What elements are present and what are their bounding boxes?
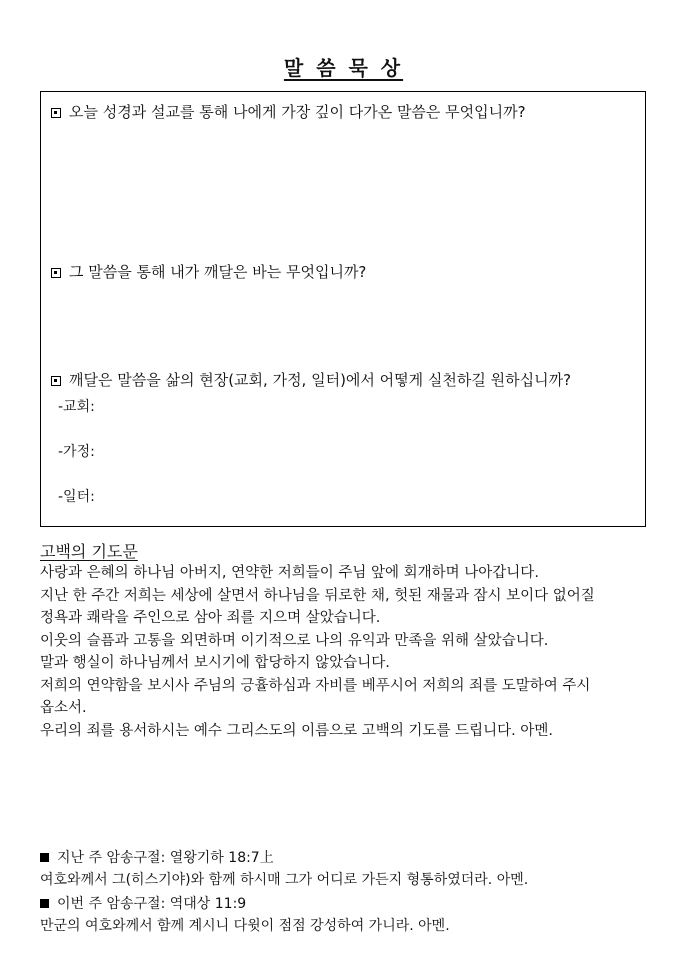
this-week-memory-verse: 만군의 여호와께서 함께 계시니 다윗이 점점 강성하여 가니라. 아멘.	[40, 918, 450, 934]
last-week-memory-verse: 여호와께서 그(히스기야)와 함께 하시매 그가 어디로 가든지 형통하였더라. 아멘.	[40, 872, 529, 888]
square-bullet-icon	[51, 108, 61, 118]
page-title: 말 씀 묵 상	[283, 56, 404, 80]
practice-church: -교회:	[58, 399, 95, 415]
prayer-line: 옵소서.	[40, 700, 87, 716]
prayer-line: 우리의 죄를 용서하시는 예수 그리스도의 이름으로 고백의 기도를 드립니다. 아멘.	[40, 722, 553, 739]
question-2	[51, 262, 366, 282]
last-week-memory-heading	[40, 848, 274, 868]
prayer-line: 이웃의 슬픔과 고통을 외면하며 이기적으로 나의 유익과 만족을 위해 살았습니다.	[40, 632, 549, 649]
prayer-line: 사랑과 은혜의 하나님 아버지, 연약한 저희들이 주님 앞에 회개하며 나아갑니다.	[40, 565, 539, 581]
question-3	[51, 370, 571, 390]
question-3-text: 깨달은 말씀을 삶의 현장(교회, 가정, 일터)에서 어떻게 실천하길 원하십니까?	[69, 371, 572, 389]
practice-home: -가정:	[58, 444, 95, 460]
practice-work: -일터:	[58, 489, 95, 505]
meditation-box	[40, 91, 646, 527]
question-2-text: 그 말씀을 통해 내가 깨달은 바는 무엇입니까?	[69, 263, 367, 281]
memory-heading-text: 지난 주 암송구절: 열왕기하 18:7上	[57, 850, 274, 866]
this-week-memory-heading	[40, 894, 246, 914]
prayer-line: 지난 한 주간 저희는 세상에 살면서 하나님을 뒤로한 채, 헛된 재물과 잠시 보이다 없어질	[40, 587, 595, 604]
prayer-title: 고백의 기도문	[40, 542, 138, 561]
prayer-body	[40, 562, 655, 742]
square-bullet-icon	[51, 376, 61, 386]
black-square-bullet-icon	[40, 899, 49, 908]
question-1-text: 오늘 성경과 설교를 통해 나에게 가장 깊이 다가온 말씀은 무엇입니까?	[69, 103, 526, 121]
prayer-line: 저희의 연약함을 보시사 주님의 긍휼하심과 자비를 베푸시어 저희의 죄를 도말하여 주시	[40, 677, 591, 694]
prayer-line: 정욕과 쾌락을 주인으로 삼아 죄를 지으며 살았습니다.	[40, 610, 381, 626]
memory-heading-text: 이번 주 암송구절: 역대상 11:9	[57, 896, 247, 912]
prayer-line: 말과 행실이 하나님께서 보시기에 합당하지 않았습니다.	[40, 655, 390, 671]
black-square-bullet-icon	[40, 853, 49, 862]
question-1	[51, 102, 526, 122]
square-bullet-icon	[51, 268, 61, 278]
